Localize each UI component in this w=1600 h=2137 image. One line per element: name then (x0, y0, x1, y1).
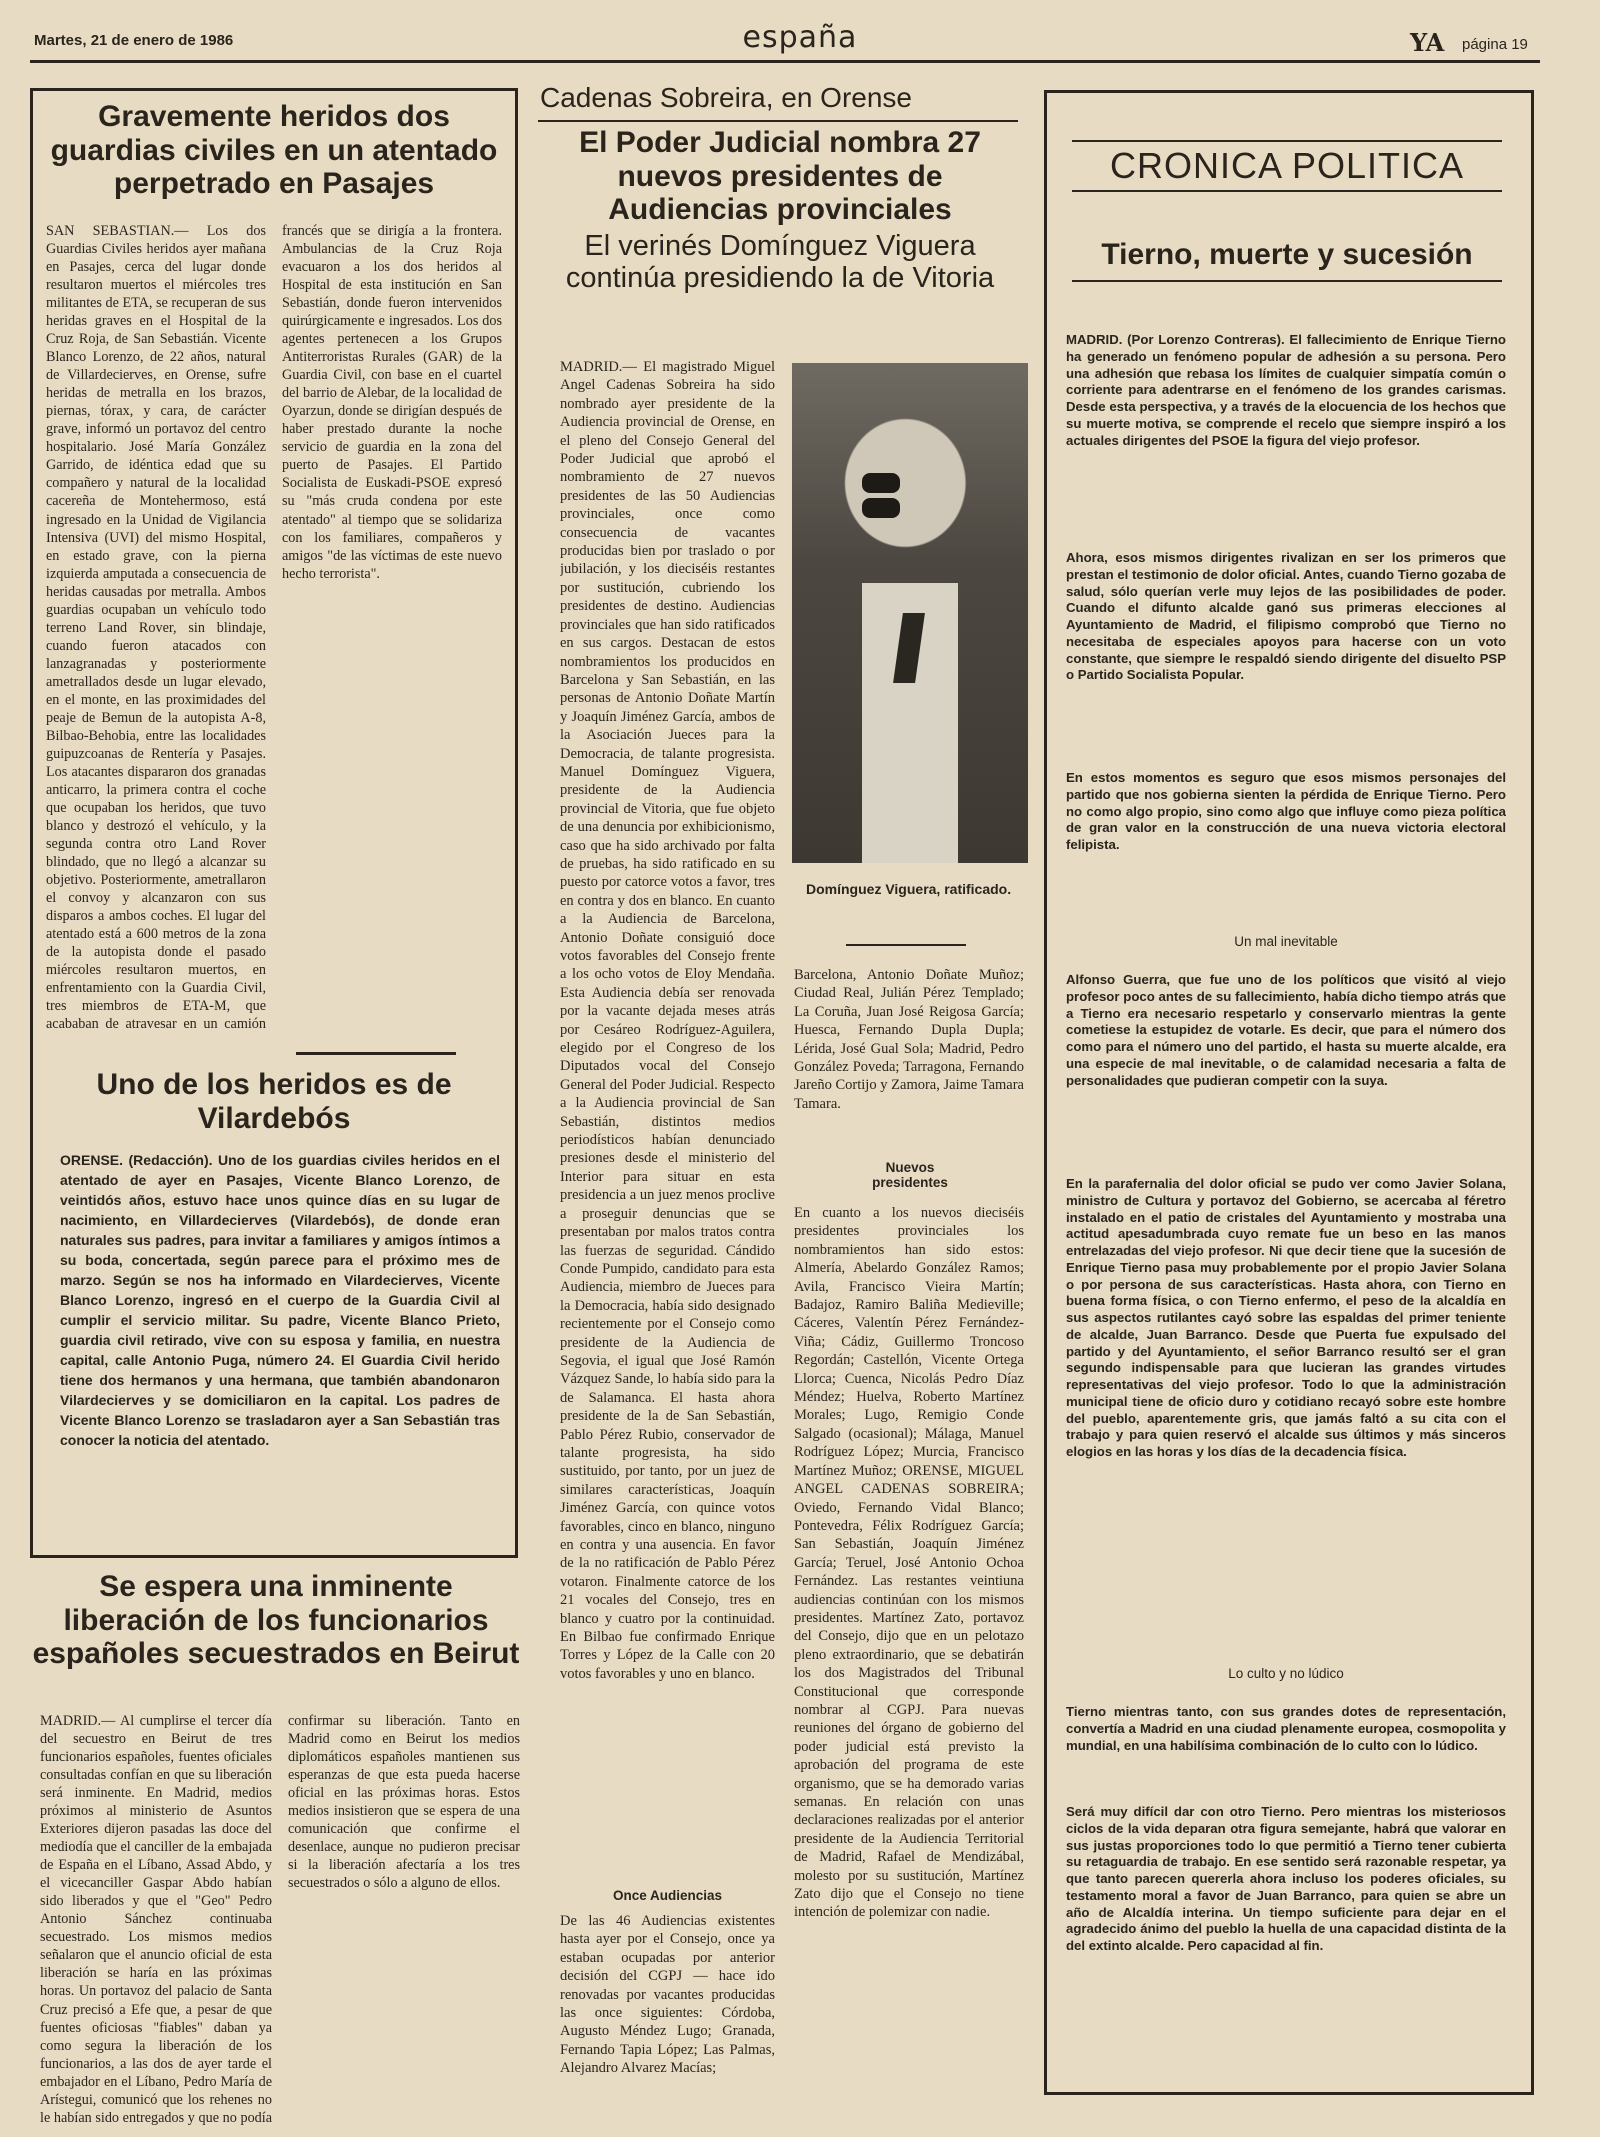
judicial-body-right-1: Barcelona, Antonio Doñate Muñoz; Ciudad Real, Julián Pérez Templado; La Coruña, Juan José Reigosa García; Huesca, Fernando Dupla Dupla; Lérida, José Gual Sola; Madrid, Pedro González Poveda; Tarragona, Fernando Jareño Cortijo y Zamora, Jaime Tamara Tamara. (794, 967, 1024, 1112)
attack-headline: Gravemente heridos dos guardias civiles en un atentado perpetrado en Pasajes (50, 100, 498, 201)
attack-body: SAN SEBASTIAN.— Los dos Guardias Civiles heridos ayer mañana en Pasajes, cerca del lugar donde resultaron muertos el miércoles tres militantes de ETA, se recuperan de sus heridas graves en el Hospital de la Cruz Roja, de San Sebastián. Vicente Blanco Lorenzo, de 22 años, natural de Villardecierves, en Orense, sufre heridas de metralla en los brazos, piernas, tórax, y cara, de carácter grave, informó un portavoz del centro hospitalario. José María González Garrido, de idéntica edad que su compañero y natural de la localidad cacereña de Montehermoso, está ingresado en la Unidad de Vigilancia Intensiva (UVI) del mismo Hospital, en estado grave, con la pierna izquierda amputada a consecuencia de heridas causadas por metralla. Ambos guardias ocupaban un vehículo todo terreno Land Rover, sin blindaje, cuando fueron atacados con lanzagranadas y posteriormente ametrallados desde un lugar elevado, en el monte, en las proximidades del peaje de Bemun de la autopista A-8, Bilbao-Behobia, entre las localidades guipuzcoanas de Rentería y Pasajes. Los atacantes dispararon dos granadas anticarro, la primera contra el coche que ocupaban los heridos, que tuvo blanco y destrozó el vehículo, y la segunda contra otro Land Rover blindado, que no llegó a alcanzar su objetivo. Posteriormente, ametrallaron el convoy y alcanzaron con sus disparos a ambos coches. El lugar del atentado está a 600 metros de la zona de la autopista donde el pasado miércoles resultaron muertos, en enfrentamiento con la Guardia Civil, tres miembros de ETA-M, que acababan de atravesar en un camión francés que se dirigía a la frontera. Ambulancias de la Cruz Roja evacuaron a los dos heridos al Hospital de esta institución en San Sebastián, donde fueron intervenidos quirúrgicamente e ingresados. Los dos agentes pertenecen a los Grupos Antiterroristas Rurales (GAR) de la Guardia Civil, con base en el cuartel del barrio de Alebar, de la localidad de Oyarzun, donde se dirigían después de haber prestado durante la noche servicio de guardia en la zona del puerto de Pasajes. El Partido Socialista de Euskadi-PSOE expresó su "más cruda condena por este atentado" al tiempo que se solidariza con los familiares, compañeros y amigos "de las víctimas de este nuevo hecho terrorista". (46, 223, 502, 1033)
cronica-p1: MADRID. (Por Lorenzo Contreras). El fallecimiento de Enrique Tierno ha generado un fenómeno popular de adhesión a su persona. Pero una adhesión que rebasa los límites de cualquier simpatía común o corriente para adentrarse en el fenómeno de los grandes carismas. Desde esta perspectiva, y a través de la elocuencia de los hechos que su muerte motiva, se comprende el recelo que siempre inspiró a los actuales dirigentes del PSOE la figura del viejo profesor. (1066, 332, 1506, 448)
banner-rule-top (1072, 140, 1502, 142)
vilardebos-headline: Uno de los heridos es de Vilardebós (96, 1068, 452, 1135)
cronica-banner: CRONICA POLITICA (1109, 145, 1465, 186)
beirut-body: MADRID.— Al cumplirse el tercer día del secuestro en Beirut de tres funcionarios españoles, fuentes oficiales consultadas confían en que su liberación será inminente. En Madrid, medios próximos al ministerio de Asuntos Exteriores dijeron pasadas las doce del mediodía que el canciller de la embajada de España en el Líbano, Assad Abdo, y el vicecanciller Gaspar Abdo habían sido liberados y que el "Geo" Pedro Antonio Sánchez continuaba secuestrado. Los mismos medios señalaron que el anuncio oficial de esta liberación se haría en las próximas horas. Un portavoz del palacio de Santa Cruz precisó a Efe que, a pesar de que fuentes oficiosas "fiables" daban ya como segura la liberación de los funcionarios, a las dos de ayer tarde el embajador en el Líbano, Pedro María de Arístegui, comunicó que los rehenes no le habían sido entregados y que no podía confirmar su liberación. Tanto en Madrid como en Beirut los medios diplomáticos españoles mantienen sus esperanzas de que esta pueda hacerse oficial en las próximas horas. Estos medios insistieron que se espera de una comunicación que confirme el desenlace, aunque no pudieron precisar si la liberación afectaría a los tres secuestrados o sólo a alguno de ellos. (40, 1713, 520, 2126)
section-name: españa (742, 20, 858, 55)
cronica-p6: Tierno mientras tanto, con sus grandes dotes de representación, convertía a Madrid en una ciudad plenamente europea, cosmopolita y mundial, en una habilísima combinación de lo culto con lo lúdico. (1066, 1704, 1506, 1753)
newspaper-logo: YA (1410, 28, 1445, 57)
cronica-p5: En la parafernalia del dolor oficial se pudo ver como Javier Solana, ministro de Cultura y portavoz del Gobierno, se acercaba al féretro instalado en el patio de cristales del Ayuntamiento y mostraba una actitud apesadumbrada cuyo remate fue un beso en las manos entrelazadas del viejo profesor. Ni que decir tiene que la sucesión de Enrique Tierno pasa muy probablemente por el propio Javier Solana o por persona de sus características. Hasta ahora, con Tierno en buena forma física, o con Tierno enfermo, el peso de la alcaldía en sus aspectos rutilantes cayó sobre las espaldas del primer teniente de alcalde, Juan Barranco. Desde que Puerta fue expulsado del partido y del Ayuntamiento, el señor Barranco resultó ser el gran segundo indispensable para que lucieran las grandes virtudes representativas del viejo profesor. Todo lo que la administración municipal tiene de oficio duro y cotidiano recayó sobre este hombre del pueblo, aparentemente gris, que jamás faltó a su cita con el trabajo y para quien reservó el alcalde sus últimos y más sinceros elogios en las horas y los días de la decadencia física. (1066, 1176, 1506, 1460)
judicial-kicker: Cadenas Sobreira, en Orense (540, 82, 912, 113)
once-audiencias-body: De las 46 Audiencias existentes hasta ayer por el Consejo, once ya estaban ocupadas por anterior decisión del CGPJ — hace ido renovadas por vacantes producidas las once siguientes: Córdoba, Augusto Méndez Lugo; Granada, Fernando Tapia López; Las Palmas, Alejandro Alvarez Macías; (560, 1913, 775, 2077)
cronica-p4: Alfonso Guerra, que fue uno de los políticos que visitó al viejo profesor poco antes de su fallecimiento, había dicho tiempo atrás que a Tierno era necesario respetarlo y conservarlo mientras la gente cometiese la estupidez de votarle. Es decir, que para el número dos como para el número uno del partido, el hasta su muerte alcalde, era una especie de mal inevitable, o de calamidad necesaria a falta de personalidades que pudieran competir con la suya. (1066, 972, 1506, 1088)
nuevos-presidentes-subhead: Nuevos presidentes (872, 1160, 948, 1190)
vilardebos-body: ORENSE. (Redacción). Uno de los guardias civiles heridos en el atentado de ayer en Pasajes, Vicente Blanco Lorenzo, de veintidós años, estuvo hace unos quince días en su lugar de nacimiento, en Villardecierves (Vilardebós), de donde eran naturales sus padres, para invitar a familiares y amigos íntimos a su boda, concertada, según parece para el próximo mes de marzo. Según se nos ha informado en Vilardecierves, Vicente Blanco Lorenzo, ingresó en el cuerpo de la Guardia Civil al cumplir el servicio militar. Su padre, Vicente Blanco Prieto, guardia civil retirado, vive con su esposa y familia, en nuestra capital, calle Antonio Puga, número 24. El Guardia Civil herido tiene dos hermanos y una hermana, que también abandonaron Vilardecierves y se domiciliaron en la capital. Los padres de Vicente Blanco Lorenzo se trasladaron ayer a San Sebastián tras conocer la noticia del atentado. (60, 1152, 500, 1449)
dominguez-viguera-photo (792, 363, 1028, 863)
header-rule (30, 60, 1540, 63)
once-audiencias-subhead: Once Audiencias (612, 1888, 723, 1903)
cronica-p2: Ahora, esos mismos dirigentes rivalizan en ser los primeros que prestan el testimonio de dolor oficial. Antes, cuando Tierno gozaba de salud, sólo querían verle muy lejos de las posibilidades de poder. Cuando el difunto alcalde ganó sus primeras elecciones al Ayuntamiento de Madrid, el filipismo comprobó que Tierno no necesitaba de especiales apoyos para hacerse con un voto constante, que siempre le respaldó siendo dirigente del disuelto PSP o Partido Socialista Popular. (1066, 550, 1506, 683)
headline-rule (1072, 280, 1502, 282)
caption-rule (846, 944, 966, 946)
cronica-subhead-2: Lo culto y no lúdico (1228, 1666, 1344, 1681)
judicial-subtitle: El verinés Domínguez Viguera continúa presidiendo la de Vitoria (565, 230, 995, 295)
beirut-headline: Se espera una inminente liberación de los funcionarios españoles secuestrados en Beirut (32, 1570, 520, 1671)
page-date: Martes, 21 de enero de 1986 (34, 32, 234, 49)
banner-rule-bottom (1072, 190, 1502, 192)
cronica-p7: Será muy difícil dar con otro Tierno. Pero mientras los misteriosos ciclos de la vida deparan otra figura semejante, habrá que valorar en sus justas proporciones todo lo que permitió a Tierno tener cubierta su retaguardia de trabajo. En ese sentido será razonable respetar, ya que tanto parecen quererla ahora incluso los poderes oficiales, su testamento moral a favor de Juan Barranco, para quien se abre un año de Alcaldía interina. Un tiempo suficiente para dejar en el agradecido ánimo del pueblo la huella de una capacidad distinta de la del extinto alcalde. Pero capacidad al fin. (1066, 1804, 1506, 1954)
cronica-subhead-1: Un mal inevitable (1234, 934, 1338, 949)
judicial-body-right-2: En cuanto a los nuevos dieciséis presidentes provinciales los nombramientos han sido estos: Almería, Abelardo González Ramos; Avila, Francisco Vieira Martín; Badajoz, Ramiro Baliña Medieville; Cáceres, Valentín Pérez Fernández-Viña; Cádiz, Guillermo Troncoso Regordán; Castellón, Vicente Ortega Llorca; Cuenca, Nicolás Pedro Díaz Méndez; Huelva, Roberto Martínez Morales; Lugo, Remigio Conde Salgado (ocasional); Málaga, Manuel Rodríguez López; Murcia, Francisco Martínez Muñoz; ORENSE, MIGUEL ANGEL CADENAS SOBREIRA; Oviedo, Fernando Vidal Blanco; Pontevedra, Félix Rodríguez García; San Sebastián, Joaquín Jiménez García; Teruel, José Antonio Ochoa Fernández. Las restantes veintiuna audiencias continúan con los mismos presidentes. Martínez Zato, portavoz del Consejo, dijo que en un pelotazo pleno extraordinario, que se debatirán los dos Magistrados del Tribunal Constitucional que corresponde nombrar al CGPJ. Para nuevas reuniones del órgano de gobierno del poder judicial está previsto la aprobación del programa de este organismo, que se ha demorado varias semanas. En relación con unas declaraciones realizadas por el anterior presidente de la Audiencia Territorial de Madrid, Rafael de Mendizábal, molesto por su sustitución, Martínez Zato dijo que el Consejo no tiene intención de polemizar con nadie. (794, 1205, 1024, 1921)
cronica-headline: Tierno, muerte y sucesión (1101, 238, 1473, 271)
judicial-headline: El Poder Judicial nombra 27 nuevos presidentes de Audiencias provinciales (579, 126, 981, 227)
photo-caption: Domínguez Viguera, ratificado. (806, 881, 1012, 897)
section-divider (296, 1052, 456, 1055)
cronica-p3: En estos momentos es seguro que esos mismos personajes del partido que nos gobierna sienten la pérdida de Enrique Tierno. Pero no como algo propio, sino como algo que influye como pieza política de gran valor en la construcción de una nueva victoria electoral felipista. (1066, 770, 1506, 853)
judicial-body-left: MADRID.— El magistrado Miguel Angel Cadenas Sobreira ha sido nombrado ayer presidente de la Audiencia provincial de Orense, en el pleno del Consejo General del Poder Judicial que aprobó el nombramiento de 27 nuevos presidentes de las 50 Audiencias provinciales, once como consecuencia de vacantes producidas bien por traslado o por jubilación, y los dieciséis restantes por sustitución, cubriendo los presidentes de destino. Audiencias provinciales que han sido ratificados en sus cargos. Destacan de estos nombramientos los producidos en Barcelona y San Sebastián, en las personas de Antonio Doñate Martín y Joaquín Jiménez García, ambos de la Asociación Jueces para la Democracia, de talante progresista. Manuel Domínguez Viguera, presidente de la Audiencia provincial de Vitoria, que fue objeto de una denuncia por exhibicionismo, caso que ha sido archivado por falta de pruebas, ha sido ratificado en su puesto por catorce votos a favor, tres en contra y dos en blanco. En cuanto a la Audiencia de Barcelona, Antonio Doñate consiguió doce votos favorables del Consejo frente a los ocho votos de Eloy Mendaña. Esta Audiencia debía ser renovada por la vacante dejada meses atrás por Cesáreo Rodríguez-Aguilera, elegido por el Congreso de los Diputados vocal del Consejo General del Poder Judicial. Respecto a la Audiencia provincial de San Sebastián, distintos medios periodísticos habían denunciado presiones desde el ministerio del Interior para situar en esta presidencia a un juez menos proclive a proseguir denuncias que se presentaban por malos tratos contra las fuerzas de seguridad. Cándido Conde Pumpido, candidato para esta Audiencia, miembro de Jueces para la Democracia, había sido designado recientemente por el Consejo como presidente de la Audiencia de Segovia, el igual que José Ramón Vázquez Sande, lo había sido para la de Salamanca. El hasta ahora presidente de la de San Sebastián, Pablo Pérez Rubio, conservador de talante progresista, ha sido sustituido, por tanto, por un juez de similares características, Joaquín Jiménez García, con quince votos favorables, cinco en blanco, ninguno en contra y una ausencia. En favor de la no ratificación de Pablo Pérez votaron. Finalmente catorce de los 21 vocales del Consejo, tres en blanco y cuatro por la continuidad. En Bilbao fue confirmado Enrique Torres y López de la Calle con 20 votos favorables y uno en blanco. (560, 359, 775, 1682)
page-number: página 19 (1462, 36, 1528, 53)
kicker-rule (538, 120, 1018, 122)
